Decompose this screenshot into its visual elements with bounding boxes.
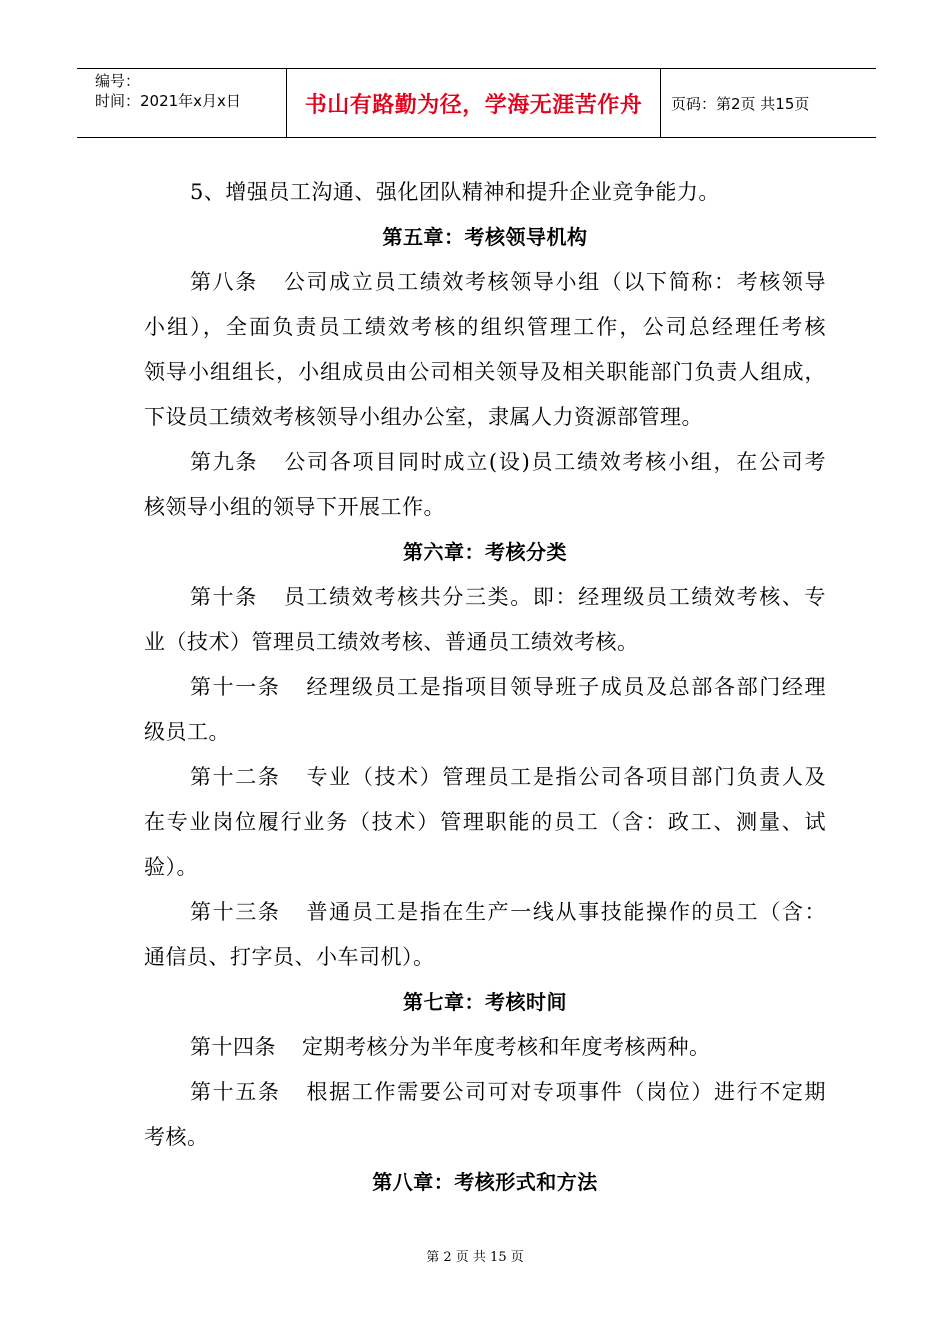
chapter-7-heading: 第七章：考核时间 bbox=[403, 990, 567, 1014]
document-body bbox=[144, 170, 826, 1205]
paragraph-5: 5、增强员工沟通、强化团队精神和提升企业竞争能力。 bbox=[190, 180, 720, 204]
time-label: 时间：2021年x月x日 bbox=[95, 92, 241, 110]
article-number: 第十二条 bbox=[190, 765, 281, 789]
chapter-6-heading: 第六章：考核分类 bbox=[403, 540, 567, 564]
article-8-line bbox=[144, 260, 826, 305]
article-12-line: 验）。 bbox=[144, 855, 198, 879]
article-number: 第十条 bbox=[190, 585, 258, 609]
article-10-line: 业（技术）管理员工绩效考核、普通员工绩效考核。 bbox=[144, 630, 639, 654]
article-number: 第八条 bbox=[190, 270, 258, 294]
number-label: 编号： bbox=[95, 72, 141, 90]
article-text: 员工绩效考核共分三类。即：经理级员工绩效考核、专 bbox=[283, 585, 827, 609]
chapter-8-heading: 第八章：考核形式和方法 bbox=[372, 1170, 598, 1194]
article-number: 第十五条 bbox=[190, 1080, 281, 1104]
article-11-line bbox=[144, 665, 826, 710]
article-text: 公司成立员工绩效考核领导小组（以下简称：考核领导 bbox=[283, 270, 827, 294]
page-header bbox=[77, 68, 876, 138]
chapter-5-heading: 第五章：考核领导机构 bbox=[382, 225, 588, 249]
article-text: 公司各项目同时成立(设)员工绩效考核小组，在公司考 bbox=[284, 450, 826, 474]
article-number: 第十四条 bbox=[190, 1035, 276, 1059]
article-9-line bbox=[144, 440, 826, 485]
article-10-line bbox=[144, 575, 826, 620]
article-14-line bbox=[144, 1025, 826, 1070]
article-text: 普通员工是指在生产一线从事技能操作的员工（含： bbox=[306, 900, 827, 924]
header-slogan: 书山有路勤为径，学海无涯苦作舟 bbox=[287, 69, 661, 137]
article-number: 第十一条 bbox=[190, 675, 281, 699]
article-number: 第九条 bbox=[190, 450, 259, 474]
header-page-info: 页码：第2页 共15页 bbox=[671, 94, 810, 113]
article-number: 第十三条 bbox=[190, 900, 281, 924]
article-15-line bbox=[144, 1070, 826, 1115]
article-text: 经理级员工是指项目领导班子成员及总部各部门经理 bbox=[306, 675, 827, 699]
article-8-line: 小组），全面负责员工绩效考核的组织管理工作，公司总经理任考核 bbox=[144, 315, 826, 339]
article-8-line: 下设员工绩效考核领导小组办公室，隶属人力资源部管理。 bbox=[144, 405, 703, 429]
article-15-line: 考核。 bbox=[144, 1125, 209, 1149]
article-11-line: 级员工。 bbox=[144, 720, 230, 744]
article-12-line: 在专业岗位履行业务（技术）管理职能的员工（含：政工、测量、试 bbox=[144, 810, 826, 834]
article-13-line bbox=[144, 890, 826, 935]
page-footer: 第 2 页 共 15 页 bbox=[426, 1250, 524, 1265]
article-text: 定期考核分为半年度考核和年度考核两种。 bbox=[302, 1035, 711, 1059]
article-text: 专业（技术）管理员工是指公司各项目部门负责人及 bbox=[306, 765, 827, 789]
article-8-line: 领导小组组长，小组成员由公司相关领导及相关职能部门负责人组成， bbox=[144, 360, 826, 384]
header-meta bbox=[77, 69, 287, 137]
article-13-line: 通信员、打字员、小车司机）。 bbox=[144, 945, 435, 969]
article-text: 根据工作需要公司可对专项事件（岗位）进行不定期 bbox=[306, 1080, 827, 1104]
article-9-line: 核领导小组的领导下开展工作。 bbox=[144, 495, 445, 519]
article-12-line bbox=[144, 755, 826, 800]
